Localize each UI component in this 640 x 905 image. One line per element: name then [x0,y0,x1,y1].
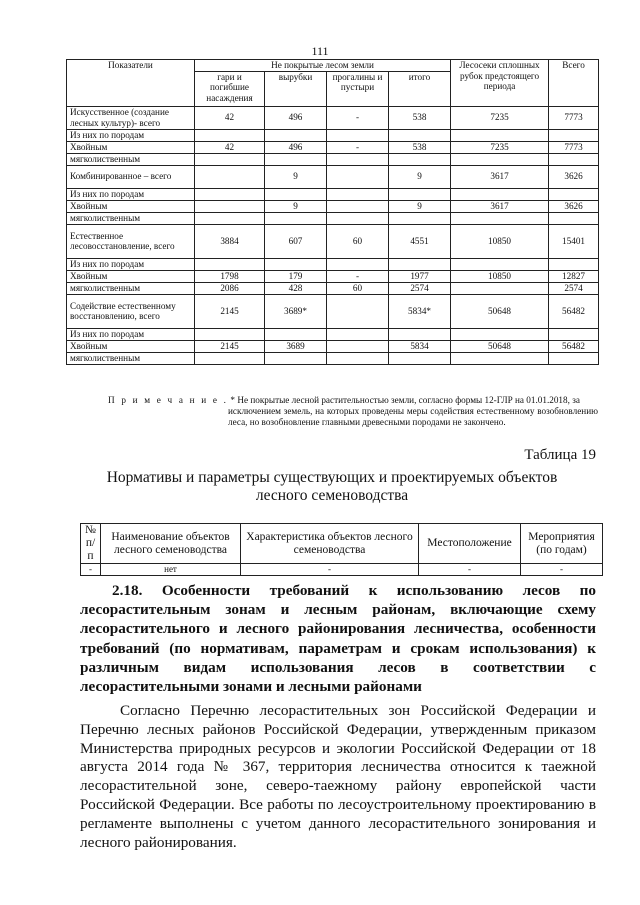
table-cell: 60 [327,224,389,258]
table-cell [265,258,327,270]
table-cell: 7773 [549,106,599,129]
table-cell [389,188,451,200]
table-cell [327,165,389,188]
table-cell [327,153,389,165]
row-label: мягколиственным [67,282,195,294]
row-label: Хвойным [67,340,195,352]
header-glades: прогалины и пустыри [327,71,389,106]
table-cell [327,258,389,270]
table-cell: 3689 [265,340,327,352]
table-row [67,188,599,200]
header-number: № п/п [81,524,101,564]
table-cell [195,328,265,340]
table-title-line-2: лесного семеноводства [255,487,409,504]
table-cell: - [327,141,389,153]
table-cell: 2574 [389,282,451,294]
note-label: П р и м е ч а н и е . [108,395,229,405]
row-label: Из них по породам [67,258,195,270]
table-cell [389,129,451,141]
cell-number: - [81,564,101,576]
row-label: Из них по породам [67,129,195,141]
table-cell [195,200,265,212]
header-indicators: Показатели [67,60,195,107]
seed-objects-table [80,523,603,576]
row-label: Из них по породам [67,328,195,340]
header-burned: гари и погибшие насаждения [195,71,265,106]
table-cell [195,188,265,200]
header-total: Всего [549,60,599,107]
header-subtotal: итого [389,71,451,106]
table-cell: 1977 [389,270,451,282]
table-cell: 5834* [389,294,451,328]
table-cell [265,352,327,364]
table-cell: 9 [265,165,327,188]
table-cell: 3617 [451,200,549,212]
table-cell: 496 [265,106,327,129]
table-cell [389,352,451,364]
table-row [67,129,599,141]
table-cell [549,212,599,224]
table-cell [451,188,549,200]
table-row [67,340,599,352]
table-cell [265,188,327,200]
table-cell [327,328,389,340]
cell-characteristics: - [241,564,419,576]
table-cell [549,352,599,364]
table-row [67,212,599,224]
table-cell: 7773 [549,141,599,153]
table-cell: 10850 [451,224,549,258]
forest-regeneration-table [66,59,599,365]
table-cell: 12827 [549,270,599,282]
table-cell: 538 [389,141,451,153]
table-row [67,200,599,212]
table-cell [327,212,389,224]
table-cell: 2574 [549,282,599,294]
table-row [67,352,599,364]
table-cell: 3884 [195,224,265,258]
table-header-row [67,60,599,72]
section-number: 2.18. [112,582,143,599]
table-cell [451,258,549,270]
row-label: Из них по породам [67,188,195,200]
table-number: Таблица 19 [524,447,596,463]
header-activities: Мероприятия (по годам) [521,524,603,564]
table-row [67,141,599,153]
table-cell: 3626 [549,200,599,212]
table-cell [451,212,549,224]
table-note [108,395,598,429]
table-cell [549,328,599,340]
table-cell [389,212,451,224]
table-cell: 15401 [549,224,599,258]
table-title-line-1: Нормативы и параметры существующих и проектируемых объектов [106,469,558,486]
table-row [67,294,599,328]
table-cell: 7235 [451,141,549,153]
header-cutting-areas: Лесосеки сплошных рубок предстоящего периода [451,60,549,107]
table-cell: 179 [265,270,327,282]
table-cell [549,153,599,165]
table-cell [389,153,451,165]
table-row [67,165,599,188]
table-row [67,106,599,129]
table-cell [451,153,549,165]
row-label: Хвойным [67,270,195,282]
table-cell: 42 [195,141,265,153]
table-cell [195,129,265,141]
row-label: Естественное лесовосстановление, всего [67,224,195,258]
row-label: Искусственное (создание лесных культур)- всего [67,106,195,129]
table-cell: 1798 [195,270,265,282]
table-cell: 7235 [451,106,549,129]
table-cell: 2145 [195,294,265,328]
table-cell: 3617 [451,165,549,188]
table-row [67,224,599,258]
table-cell: 56482 [549,340,599,352]
table-cell [195,352,265,364]
table-cell: 60 [327,282,389,294]
table-row [67,153,599,165]
cell-location: - [419,564,521,576]
header-object-name: Наименование объектов лесного семеноводства [101,524,241,564]
header-not-covered: Не покрытые лесом земли [195,60,451,72]
table-cell [389,328,451,340]
table-cell: - [327,270,389,282]
table-header-row [81,524,603,564]
row-label: Хвойным [67,141,195,153]
table-cell: 2145 [195,340,265,352]
table-cell: 9 [389,165,451,188]
table-cell [549,258,599,270]
table-row [81,564,603,576]
table-row [67,328,599,340]
table-cell [549,129,599,141]
row-label: Комбинированное – всего [67,165,195,188]
table-cell [451,328,549,340]
table-cell: 538 [389,106,451,129]
table-cell: 42 [195,106,265,129]
note-first-line: * Не покрытые лесной растительностью земли, согласно формы 12-ГЛР на 01.01.2018, за [230,395,580,405]
note-continuation: исключением земель, на которых проведены меры содействия естественному возобновлению леса, но возобновление главными древесными породами не закончено. [228,406,598,428]
header-characteristics: Характеристика объектов лесного семеноводства [241,524,419,564]
table-cell [195,153,265,165]
row-label: Хвойным [67,200,195,212]
table-cell: 607 [265,224,327,258]
table-cell [265,129,327,141]
table-cell [389,258,451,270]
table-cell [327,129,389,141]
table-row [67,270,599,282]
table-cell [549,188,599,200]
table-cell: 3626 [549,165,599,188]
table-cell [327,352,389,364]
table-row [67,282,599,294]
cell-object-name: нет [101,564,241,576]
row-label: Содействие естественному восстановлению, всего [67,294,195,328]
table-cell [327,200,389,212]
row-label: мягколиственным [67,212,195,224]
table-cell: 496 [265,141,327,153]
table-cell: 50648 [451,294,549,328]
table-cell: 5834 [389,340,451,352]
table-cell [451,282,549,294]
table-title [66,469,598,505]
table-cell: 2086 [195,282,265,294]
page-number: 111 [311,44,329,58]
header-location: Местоположение [419,524,521,564]
table-cell [327,340,389,352]
table-cell: - [327,106,389,129]
table-cell [265,212,327,224]
table-cell: 50648 [451,340,549,352]
table-cell [265,328,327,340]
table-cell: 3689* [265,294,327,328]
table-cell [327,188,389,200]
table-cell [195,212,265,224]
table-cell [195,258,265,270]
table-cell: 428 [265,282,327,294]
table-cell: 9 [389,200,451,212]
section-heading [80,581,596,696]
table-cell: 9 [265,200,327,212]
table-row [67,258,599,270]
row-label: мягколиственным [67,153,195,165]
table-cell: 56482 [549,294,599,328]
table-cell [451,129,549,141]
table-cell: 10850 [451,270,549,282]
table-cell: 4551 [389,224,451,258]
table-cell [265,153,327,165]
table-cell [327,294,389,328]
body-paragraph: Согласно Перечню лесорастительных зон Российской Федерации и Перечню лесных районов Российской Федерации, утвержденным приказом Министерства природных ресурсов и экологии Российской Федерации от 18 августа 2014 года № 367, территория лесничества относится к таежной лесорастительной зоне, северо-таежному району европейской части Российской Федерации. Все работы по лесоустроительному проектированию в регламенте выполнены с учетом данного лесорастительного зонирования и лесного районирования. [80,702,596,851]
cell-activities: - [521,564,603,576]
section-heading-text: Особенности требований к использованию лесов по лесорастительным зонам и лесным районам, включающие схему лесорастительного и лесного районирования лесничества, особенности требований (по нормативам, параметрам и срокам использования) к различным видам использования лесов в соответствии с лесорастительными зонами и лесными районами [80,582,596,696]
table-cell [195,165,265,188]
header-clearcuts: вырубки [265,71,327,106]
table-cell [451,352,549,364]
row-label: мягколиственным [67,352,195,364]
